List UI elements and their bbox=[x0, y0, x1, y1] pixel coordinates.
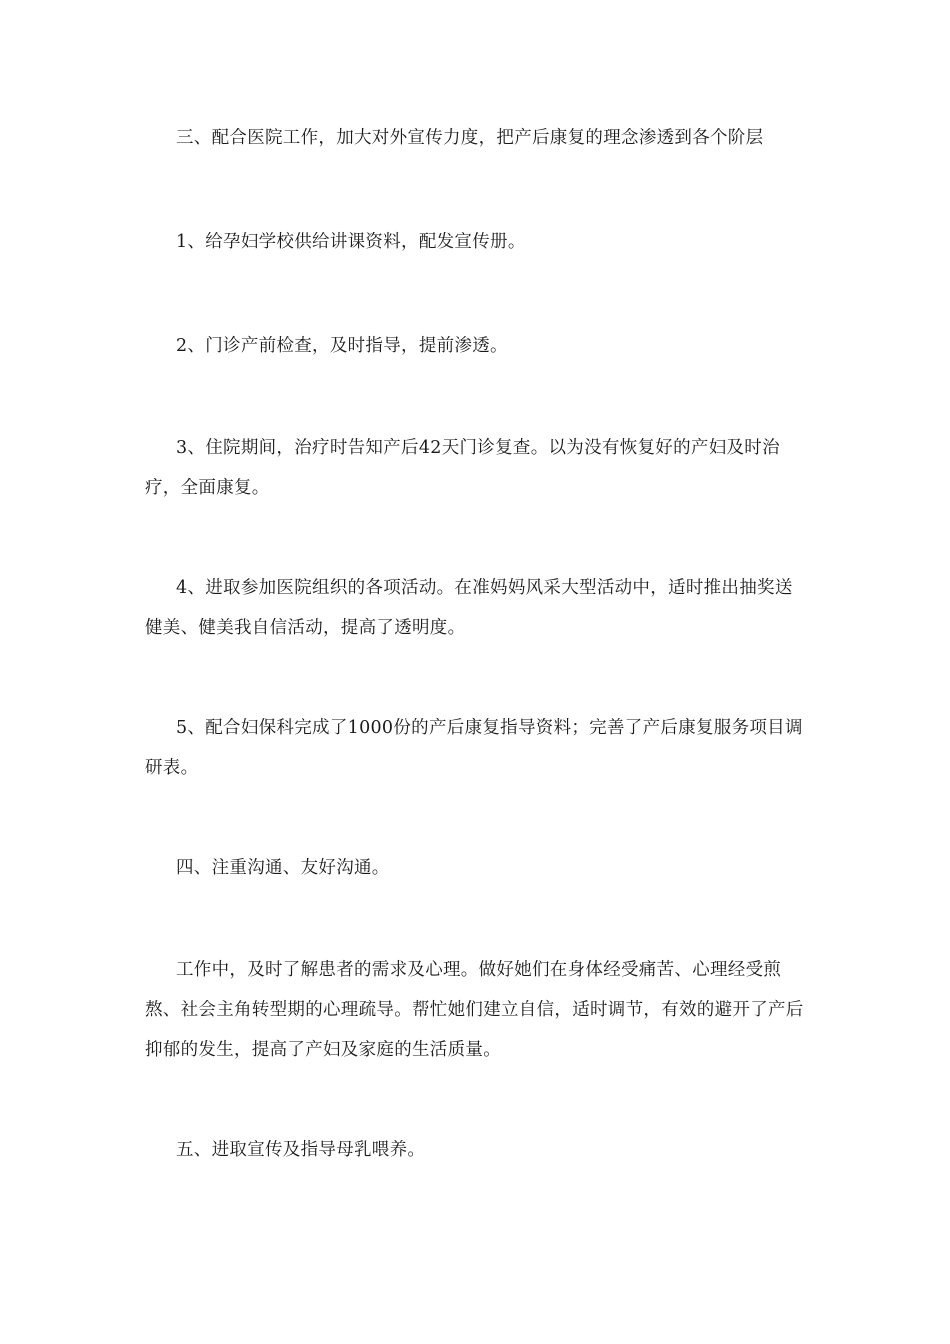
list-item-3: 3、住院期间，治疗时告知产后42天门诊复查。以为没有恢复好的产妇及时治疗，全面康复。 bbox=[145, 438, 780, 498]
list-item-1: 1、给孕妇学校供给讲课资料，配发宣传册。 bbox=[176, 232, 526, 252]
section-heading-3: 三、配合医院工作，加大对外宣传力度，把产后康复的理念渗透到各个阶层 bbox=[176, 128, 764, 148]
list-item-5: 5、配合妇保科完成了1000份的产后康复指导资料；完善了产后康复服务项目调研表。 bbox=[145, 718, 803, 778]
list-item-4: 4、进取参加医院组织的各项活动。在准妈妈风采大型活动中，适时推出抽奖送健美、健美我自信活动，提高了透明度。 bbox=[145, 578, 793, 638]
section-heading-4: 四、注重沟通、友好沟通。 bbox=[176, 858, 390, 878]
body-paragraph: 工作中，及时了解患者的需求及心理。做好她们在身体经受痛苦、心理经受煎熬、社会主角转型期的心理疏导。帮忙她们建立自信，适时调节，有效的避开了产后抑郁的发生，提高了产妇及家庭的生活质量。 bbox=[145, 960, 804, 1060]
list-item-2: 2、门诊产前检查，及时指导，提前渗透。 bbox=[176, 336, 508, 356]
section-heading-5: 五、进取宣传及指导母乳喂养。 bbox=[176, 1140, 426, 1160]
